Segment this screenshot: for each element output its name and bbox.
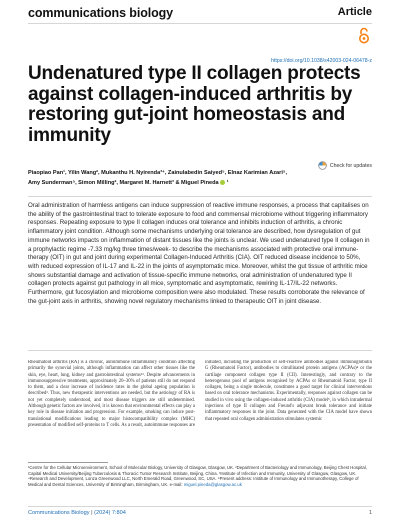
authors-line-2-text: Amy Sunderman⁵, Simon Milling², Margaret M. Harnett³ & Miguel Pineda bbox=[28, 180, 219, 186]
abstract: Oral administration of harmless antigens can induce suppression of reactive immune responses, a process that capitalises on the ability of the gastrointestinal tract to tolerate exposure to food and commensal microbiome without triggering inflammatory responses. Repeating exposure to type II collagen induces oral tolerance and inhibits induction of arthritis, a chronic inflammatory joint condition. Although some mechanisms underlying oral tolerance are described, how dysregulation of gut immune networks impacts on inflammation of distant tissues like the joints is unclear. We used undenatured type II collagen in a prophylactic regime -7.33 mg/kg three times/week- to describe the mechanisms associated with protective oral immune-therapy (OIT) in gut and joint during experimental Collagen-Induced Arthritis (CIA). OIT reduced disease incidence to 50%, with reduced expression of IL-17 and IL-22 in the joints of asymptomatic mice. Moreover, whilst the gut tissue of arthritic mice shows substantial damage and activation of tissue-specific immune networks, oral administration of undenatured type II collagen protects against gut pathology in all mice, symptomatic and asymptomatic, rewiring IL-17/IL-22 networks. Furthermore, gut fucosylation and microbiome composition were also modulated. These results corroborate the relevance of the gut-joint axis in arthritis, showing novel regulatory mechanisms linked to therapeutic OIT in joint disease. bbox=[28, 196, 372, 351]
author-list bbox=[28, 168, 358, 188]
footer-volume: (2024) 7:804 bbox=[94, 510, 126, 516]
orcid-icon[interactable] bbox=[220, 180, 225, 185]
article-title: Undenatured type II collagen protects against collagen-induced arthritis by restoring gut-joint homeostasis and immunity bbox=[28, 63, 361, 146]
article-body-text: Rheumatoid arthritis (RA) is a chronic, autoimmune inflammatory condition affecting primarily the synovial joints, although inflammation can affect other tissues like the skin, eye, heart, lung, kidney and gastrointestinal systems¹². Despite advancements in immunosuppressive treatments, approximately 20–30% of patients still do not respond to them, and a clear increase of incidence rates in the global ageing population is described³. Thus, new therapeutic interventions are needed, but the aetiology of RA is not yet completely understood, and most disease triggers are still undetermined. Although genetic factors are involved, it is known that environmental effects can play a key role in disease initiation and progression. For example, smoking can induce post-translational modifications leading to major histocompatibility complex (MHC) presentation of modified self-proteins to T cells. As a result, autoimmune responses are initiated, including the production of self-reactive antibodies against immunoglobulin G (Rheumatoid Factor), antibodies to citrullinated protein antigens (ACPAs)⁴ or the cartilage component collagen type II (CII). Interestingly, and contrary to the heterogenous pool of antigens recognised by ACPAs or Rheumatoid Factor, type II collagen, being a single molecule, constitutes a good target for clinical interventions based on oral tolerance mechanisms. Experimentally, responses against collagen can be studied in vivo using the collagen-induced arthritis (CIA) model⁵, in which intradermal injections of type II collagen and Freund's adjuvant break tolerance and initiate inflammatory responses in the joint. Data generated with the CIA model have shown that repeated oral collagen administration stimulates systemic bbox=[28, 360, 372, 428]
authors-line-2 bbox=[28, 178, 358, 188]
journal-name[interactable]: communications biology bbox=[28, 6, 174, 20]
footer-divider bbox=[28, 506, 372, 507]
email-prefix: e-mail: bbox=[169, 482, 183, 488]
footer-citation bbox=[28, 510, 126, 516]
footer-journal-name[interactable]: Communications Biology bbox=[28, 510, 90, 516]
doi-link[interactable]: https://doi.org/10.1038/s42003-024-06478-z bbox=[271, 58, 372, 64]
affiliations-footnote bbox=[28, 465, 372, 503]
page-number: 1 bbox=[368, 510, 372, 516]
corresponding-author-marker: ¹ bbox=[226, 180, 229, 186]
article-type-label: Article bbox=[337, 6, 372, 18]
check-updates-label: Check for updates bbox=[329, 162, 372, 169]
open-access-icon bbox=[358, 27, 370, 44]
authors-line-1: Piaopiao Pan¹, Yilin Wang², Mukanthu H. Nyirenda³⁴, Zainulabedin Saiyed⁵, Elnaz Karimian Azari⁵, bbox=[28, 170, 288, 176]
header-divider bbox=[28, 23, 372, 24]
affiliations-text: ¹Centre for the Cellular Microenvironment, School of Molecular Biology, University of Glasgow, Glasgow, UK. ²Department of Bacteriology and Immunology, Beijing Chest Hospital, Capital Medical University/Beijing Tuberculosis & Thoracic Tumor Research Institute, Beijing, China. ³Institute of Infection and Immunity, University of Glasgow, Glasgow, UK. ⁴Research and Development, Lonza Greenwood LLC, North Emerald Road, Greenwood, SC, USA. ⁵Present address: Institute of Immunology and Immunotherapy, College of Medical and Dental Sciences, University of Birmingham, Birmingham, UK. bbox=[28, 465, 367, 488]
footer-separator: | bbox=[91, 510, 93, 516]
footnote-divider bbox=[28, 462, 108, 463]
email-link[interactable]: miguel.pineda@glasgow.ac.uk bbox=[183, 482, 242, 488]
